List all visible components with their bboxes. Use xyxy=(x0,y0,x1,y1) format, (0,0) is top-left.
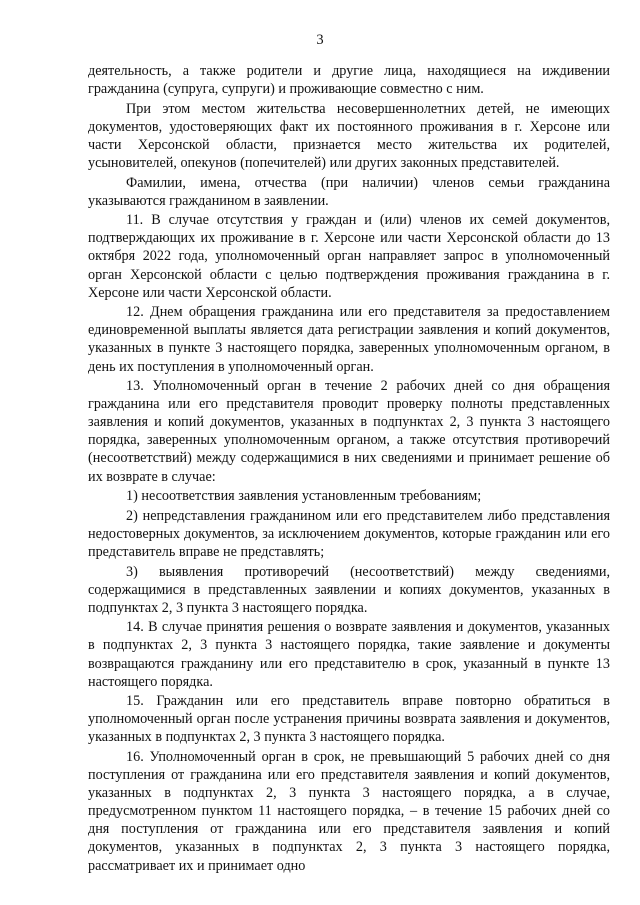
paragraph-item-16: 16. Уполномоченный орган в срок, не превышающий 5 рабочих дней со дня поступления от гражданина или его представителя заявления и копий документов, указанных в подпунктах 2, 3 пункта 3 настоящего порядка, а в случае, предусмотренном пунктом 11 настоящего порядка, – в течение 15 рабочих дней со дня поступления от гражданина или его представителя заявления и копий документов, указанных в подпунктах 2, 3 пункта 3 настоящего порядка, рассматривает их и принимает одно xyxy=(88,748,610,874)
paragraph-item-13-sub-2: 2) непредставления гражданином или его представителем либо представления недостоверных документов, за исключением документов, которые гражданин или его представитель вправе не представлять; xyxy=(88,507,610,560)
paragraph-item-12: 12. Днем обращения гражданина или его представителя за предоставлением единовременной выплаты является дата регистрации заявления и копий документов, указанных в пункте 3 настоящего порядка, заверенных уполномоченным органом, в день их поступления в уполномоченный орган. xyxy=(88,304,610,375)
paragraph-item-11: 11. В случае отсутствия у граждан и (или) членов их семей документов, подтверждающих их проживание в г. Херсоне или части Херсонской области до 13 октября 2022 года, уполномоченный орган направляет запрос в уполномоченный орган Херсонской области с целью подтверждения проживания гражданина в г. Херсоне или части Херсонской области. xyxy=(88,212,610,301)
paragraph-item-13: 13. Уполномоченный орган в течение 2 рабочих дней со дня обращения гражданина или его представителя проводит проверку полноты представленных заявления и копий документов, указанных в подпунктах 2, 3 пункта 3 настоящего порядка, заверенных уполномоченным органом, а также отсутствия противоречий (несоответствий) между содержащимися в них сведениями и принимает решение об их возврате в случае: xyxy=(88,378,610,485)
paragraph-item-14: 14. В случае принятия решения о возврате заявления и документов, указанных в подпунктах 2, 3 пункта 3 настоящего порядка, такие заявление и документы возвращаются гражданину или его представителю в срок, указанный в пункте 13 настоящего порядка. xyxy=(88,619,610,690)
paragraph-minors-residence: При этом местом жительства несовершеннолетних детей, не имеющих документов, удостоверяющих факт их постоянного проживания в г. Херсоне или части Херсонской области, признается место жительства их родителей, усыновителей, опекунов (попечителей) или других законных представителей. xyxy=(88,100,610,171)
paragraph-item-13-sub-3: 3) выявления противоречий (несоответствий) между сведениями, содержащимися в представленных заявлении и копиях документов, указанных в подпунктах 2, 3 пункта 3 настоящего порядка. xyxy=(88,563,610,616)
page-number: 3 xyxy=(316,32,324,48)
document-body xyxy=(88,62,610,875)
paragraph-item-13-sub-1: 1) несоответствия заявления установленным требованиям; xyxy=(126,488,482,505)
paragraph-item-15: 15. Гражданин или его представитель вправе повторно обратиться в уполномоченный орган после устранения причины возврата заявления и документов, указанных в подпунктах 2, 3 пункта 3 настоящего порядка. xyxy=(88,693,610,746)
paragraph-dependents: деятельность, а также родители и другие лица, находящиеся на иждивении гражданина (супруга, супруги) и проживающие совместно с ним. xyxy=(88,63,610,98)
paragraph-family-names: Фамилии, имена, отчества (при наличии) членов семьи гражданина указываются гражданином в заявлении. xyxy=(88,174,610,209)
